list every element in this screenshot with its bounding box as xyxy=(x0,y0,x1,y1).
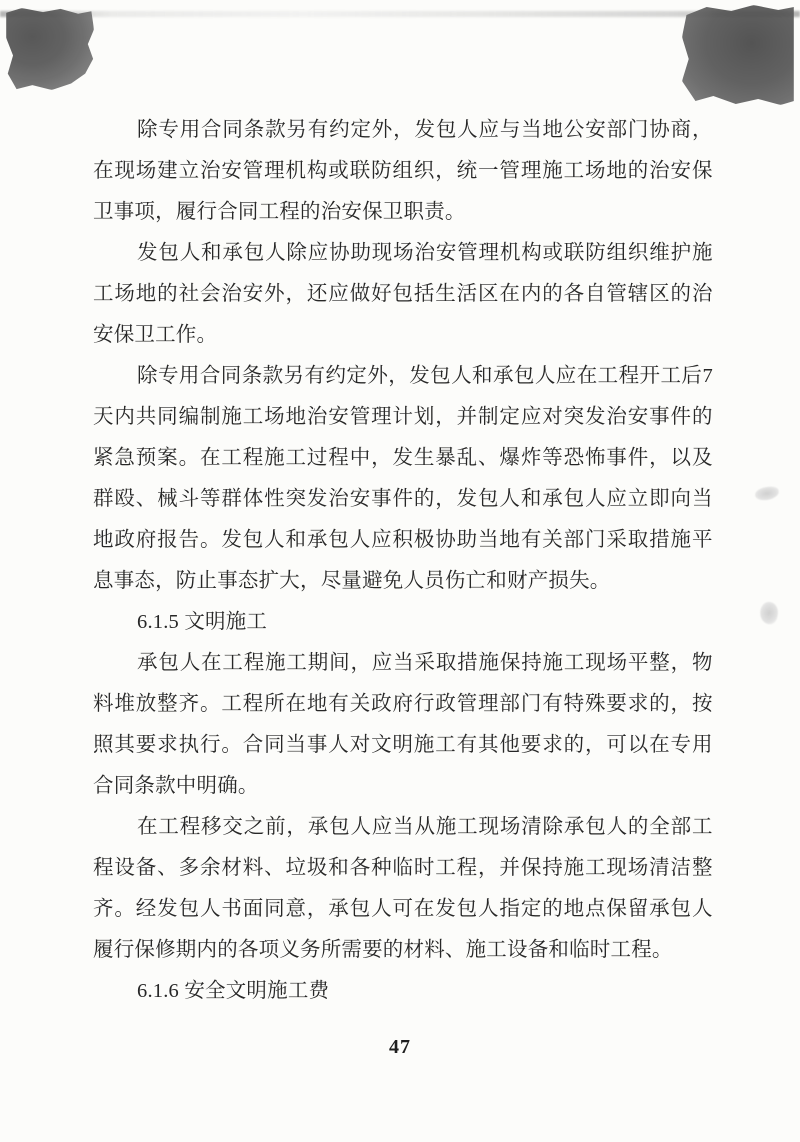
scan-artifact-top-right xyxy=(682,5,794,105)
scan-artifact-top-left xyxy=(6,8,94,90)
text-line: 料 堆 放 整 齐 。 工 程 所 在 地 有 关 政 府 行 政 管 理 部 门 有 特 殊 要 求 的 ， 按 xyxy=(93,693,713,715)
text-line: 紧 急 预 案 。 在 工 程 施 工 过 程 中 ， 发 生 暴 乱 、 爆 炸 等 恐 怖 事 件 ， 以 及 xyxy=(93,447,713,469)
page-number: 47 xyxy=(389,1036,411,1058)
text-line: 安保卫工作。 xyxy=(93,324,218,346)
text-line: 息事态，防止事态扩大，尽量避免人员伤亡和财产损失。 xyxy=(93,570,611,592)
text-line: 天 内 共 同 编 制 施 工 场 地 治 安 管 理 计 划 ， 并 制 定 应 对 突 发 治 安 事 件 的 xyxy=(93,406,713,428)
text-line: 卫事项，履行合同工程的治安保卫职责。 xyxy=(93,201,466,223)
text-line: 除 专 用 合 同 条 款 另 有 约 定 外 ， 发 包 人 和 承 包 人 应 在 工 程 开 工 后 7 xyxy=(137,365,713,387)
scan-mark-right-2 xyxy=(758,600,780,625)
text-line: 履行保修期内的各项义务所需要的材料、施工设备和临时工程。 xyxy=(93,939,673,961)
text-line: 合同条款中明确。 xyxy=(93,775,259,797)
section-heading-safety-civilized-construction-fee: 6.1.6 安全文明施工费 xyxy=(137,980,330,1002)
text-line: 地 政 府 报 告 。 发 包 人 和 承 包 人 应 积 极 协 助 当 地 有 关 部 门 采 取 措 施 平 xyxy=(93,529,713,551)
scan-mark-right-1 xyxy=(754,485,780,501)
text-line: 工 场 地 的 社 会 治 安 外 ， 还 应 做 好 包 括 生 活 区 在 内 的 各 自 管 辖 区 的 治 xyxy=(93,283,713,305)
text-line: 除 专 用 合 同 条 款 另 有 约 定 外 ， 发 包 人 应 与 当 地 公 安 部 门 协 商 ， xyxy=(137,119,713,141)
section-heading-civilized-construction: 6.1.5 文明施工 xyxy=(137,611,268,633)
text-line: 在 现 场 建 立 治 安 管 理 机 构 或 联 防 组 织 ， 统 一 管 理 施 工 场 地 的 治 安 保 xyxy=(93,160,713,182)
text-line: 发 包 人 和 承 包 人 除 应 协 助 现 场 治 安 管 理 机 构 或 联 防 组 织 维 护 施 xyxy=(137,242,713,264)
text-block xyxy=(93,110,713,1012)
text-line: 承 包 人 在 工 程 施 工 期 间 ， 应 当 采 取 措 施 保 持 施 工 现 场 平 整 ， 物 xyxy=(137,652,713,674)
scan-streak-top xyxy=(0,11,800,17)
text-line: 群 殴 、 械 斗 等 群 体 性 突 发 治 安 事 件 的 ， 发 包 人 和 承 包 人 应 立 即 向 当 xyxy=(93,488,713,510)
text-line: 照 其 要 求 执 行 。 合 同 当 事 人 对 文 明 施 工 有 其 他 要 求 的 ， 可 以 在 专 用 xyxy=(93,734,713,756)
text-line: 齐 。 经 发 包 人 书 面 同 意 ， 承 包 人 可 在 发 包 人 指 定 的 地 点 保 留 承 包 人 xyxy=(93,898,713,920)
text-line: 在 工 程 移 交 之 前 ， 承 包 人 应 当 从 施 工 现 场 清 除 承 包 人 的 全 部 工 xyxy=(137,816,713,838)
text-line: 程 设 备 、 多 余 材 料 、 垃 圾 和 各 种 临 时 工 程 ， 并 保 持 施 工 现 场 清 洁 整 xyxy=(93,857,713,879)
